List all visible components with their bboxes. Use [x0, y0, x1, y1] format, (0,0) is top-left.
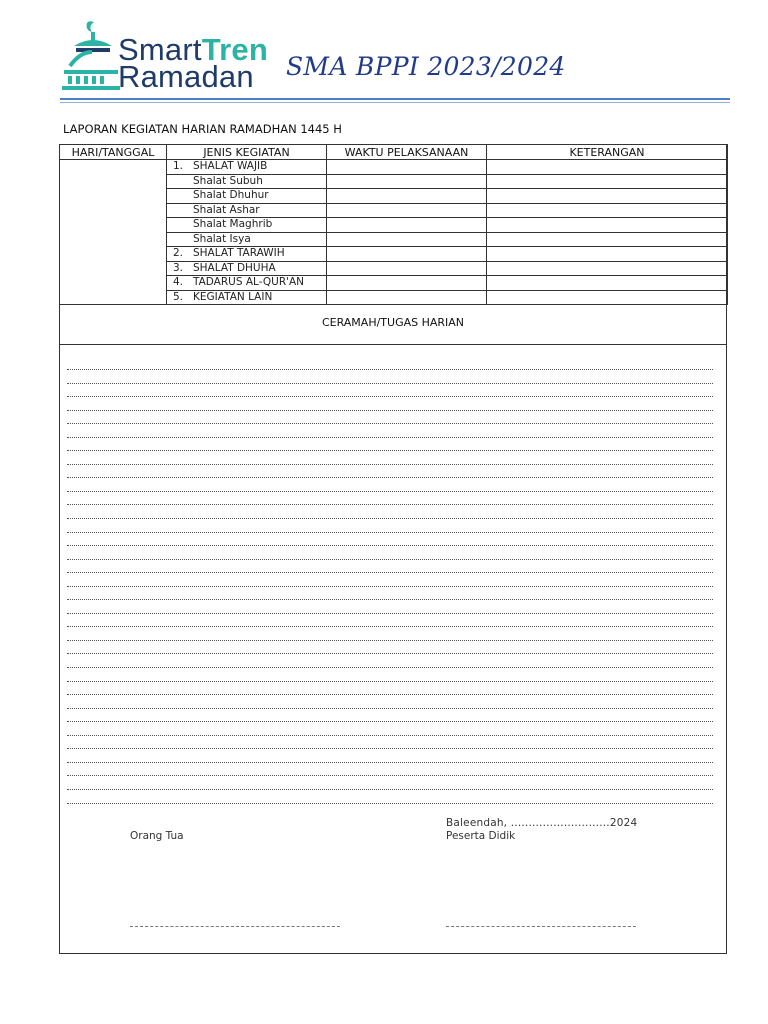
report-title: LAPORAN KEGIATAN HARIAN RAMADHAN 1445 H — [63, 122, 342, 136]
notes-cell[interactable] — [487, 261, 728, 276]
writing-line[interactable] — [67, 749, 713, 763]
writing-line[interactable] — [67, 424, 713, 438]
writing-line[interactable] — [67, 722, 713, 736]
writing-line[interactable] — [67, 560, 713, 574]
writing-line[interactable] — [67, 384, 713, 398]
writing-line[interactable] — [67, 776, 713, 790]
writing-line[interactable] — [67, 573, 713, 587]
writing-line[interactable] — [67, 614, 713, 628]
writing-line[interactable] — [67, 695, 713, 709]
time-cell[interactable] — [327, 218, 487, 233]
writing-line[interactable] — [67, 492, 713, 506]
writing-line[interactable] — [67, 641, 713, 655]
header-rule-thin — [60, 102, 730, 103]
notes-cell[interactable] — [487, 276, 728, 291]
writing-line[interactable] — [67, 763, 713, 777]
logo-wordmark — [118, 32, 268, 94]
logo-smart: Smart — [118, 32, 202, 67]
parent-label: Orang Tua — [130, 830, 184, 842]
activity-cell: 1. SHALAT WAJIB — [167, 160, 327, 175]
student-label: Peserta Didik — [446, 830, 516, 842]
writing-line[interactable] — [67, 397, 713, 411]
activity-cell: Shalat Dhuhur — [167, 189, 327, 204]
place-date: Baleendah, ............................2024 — [446, 817, 638, 829]
logo-tren: Tren — [201, 32, 268, 67]
header-rule — [60, 98, 730, 100]
writing-line[interactable] — [67, 411, 713, 425]
logo-ramadan: Ramadan — [118, 59, 254, 94]
parent-signature-line[interactable] — [130, 926, 340, 927]
smarttren-logo — [60, 20, 275, 92]
writing-lines[interactable] — [67, 369, 713, 804]
notes-cell[interactable] — [487, 189, 728, 204]
writing-line[interactable] — [67, 627, 713, 641]
activity-cell: 3. SHALAT DHUHA — [167, 261, 327, 276]
notes-cell[interactable] — [487, 203, 728, 218]
writing-line[interactable] — [67, 478, 713, 492]
activity-cell: Shalat Isya — [167, 232, 327, 247]
col-header-activity: JENIS KEGIATAN — [167, 145, 327, 160]
writing-line[interactable] — [67, 668, 713, 682]
writing-line[interactable] — [67, 519, 713, 533]
activity-cell: Shalat Subuh — [167, 174, 327, 189]
writing-line[interactable] — [67, 790, 713, 804]
ceramah-section-title: CERAMAH/TUGAS HARIAN — [59, 301, 727, 345]
writing-line[interactable] — [67, 505, 713, 519]
student-signature-line[interactable] — [446, 926, 636, 927]
activity-cell: 5. KEGIATAN LAIN — [167, 290, 327, 305]
time-cell[interactable] — [327, 203, 487, 218]
writing-line[interactable] — [67, 654, 713, 668]
col-header-date: HARI/TANGGAL — [60, 145, 167, 160]
date-cell[interactable] — [60, 160, 167, 305]
time-cell[interactable] — [327, 189, 487, 204]
notes-cell[interactable] — [487, 218, 728, 233]
time-cell[interactable] — [327, 232, 487, 247]
notes-cell[interactable] — [487, 232, 728, 247]
notes-cell[interactable] — [487, 174, 728, 189]
activity-cell: Shalat Maghrib — [167, 218, 327, 233]
activity-table — [59, 144, 728, 305]
mosque-icon — [60, 20, 120, 92]
writing-line[interactable] — [67, 370, 713, 384]
table-row — [60, 160, 728, 175]
activity-cell: Shalat Ashar — [167, 203, 327, 218]
time-cell[interactable] — [327, 276, 487, 291]
writing-line[interactable] — [67, 438, 713, 452]
time-cell[interactable] — [327, 160, 487, 175]
notes-cell[interactable] — [487, 160, 728, 175]
notes-cell[interactable] — [487, 247, 728, 262]
table-header-row — [60, 145, 728, 160]
writing-line[interactable] — [67, 736, 713, 750]
col-header-time: WAKTU PELAKSANAAN — [327, 145, 487, 160]
activity-cell: 2. SHALAT TARAWIH — [167, 247, 327, 262]
writing-line[interactable] — [67, 451, 713, 465]
col-header-notes: KETERANGAN — [487, 145, 728, 160]
writing-line[interactable] — [67, 587, 713, 601]
writing-line[interactable] — [67, 533, 713, 547]
school-title: SMA BPPI 2023/2024 — [286, 52, 566, 81]
activity-cell: 4. TADARUS AL-QUR'AN — [167, 276, 327, 291]
writing-line[interactable] — [67, 546, 713, 560]
time-cell[interactable] — [327, 261, 487, 276]
writing-line[interactable] — [67, 465, 713, 479]
writing-line[interactable] — [67, 600, 713, 614]
time-cell[interactable] — [327, 174, 487, 189]
writing-line[interactable] — [67, 682, 713, 696]
time-cell[interactable] — [327, 247, 487, 262]
writing-line[interactable] — [67, 709, 713, 723]
